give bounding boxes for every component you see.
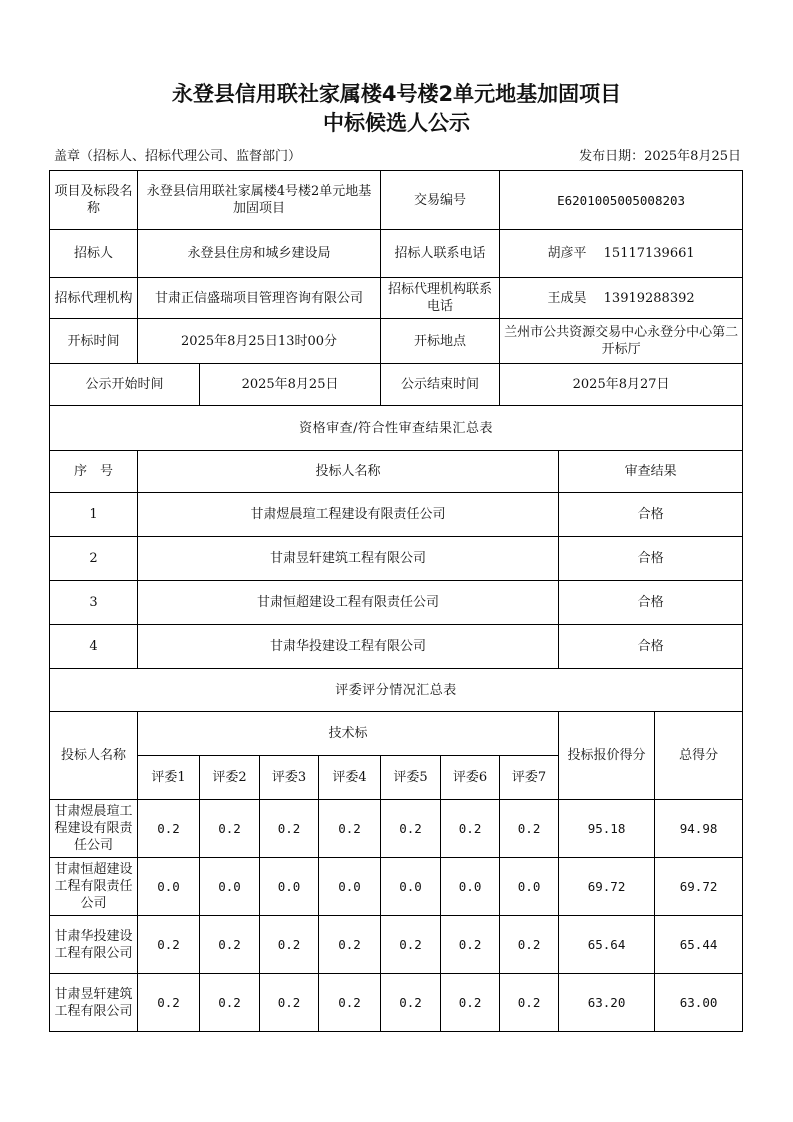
judge-header: 评委2 <box>200 756 260 800</box>
open-row <box>50 319 743 364</box>
bidder-cell: 甘肃昱轩建筑工程有限公司 <box>138 537 559 581</box>
tenderer-label: 招标人 <box>50 230 138 278</box>
judge-score-cell: 0.0 <box>260 858 319 916</box>
judge-score-cell: 0.2 <box>381 916 441 974</box>
judge-header: 评委5 <box>381 756 441 800</box>
agency-row <box>50 278 743 319</box>
agency-contact-label: 招标代理机构联系电话 <box>381 278 500 319</box>
agency-value: 甘肃正信盛瑞项目管理咨询有限公司 <box>138 278 381 319</box>
judge-score-cell: 0.2 <box>260 916 319 974</box>
judge-header: 评委7 <box>500 756 559 800</box>
judge-header: 评委3 <box>260 756 319 800</box>
seq-cell: 3 <box>50 581 138 625</box>
agency-contact-value: 王成昊 13919288392 <box>500 278 743 319</box>
judge-score-cell: 0.2 <box>260 974 319 1032</box>
notice-end-label: 公示结束时间 <box>381 364 500 406</box>
price-score-cell: 65.64 <box>559 916 655 974</box>
judge-score-cell: 0.2 <box>319 800 381 858</box>
judge-score-cell: 0.2 <box>441 916 500 974</box>
project-row <box>50 171 743 230</box>
document-title: 永登县信用联社家属楼4号楼2单元地基加固项目 <box>171 82 622 106</box>
scoring-title-row <box>50 669 743 712</box>
result-cell: 合格 <box>559 581 743 625</box>
table-row <box>50 858 743 916</box>
judge-score-cell: 0.0 <box>500 858 559 916</box>
price-score-cell: 69.72 <box>559 858 655 916</box>
scoring-section-title: 评委评分情况汇总表 <box>50 669 743 712</box>
tenderer-value: 永登县住房和城乡建设局 <box>138 230 381 278</box>
judge-score-cell: 0.2 <box>200 800 260 858</box>
open-place-value: 兰州市公共资源交易中心永登分中心第二开标厅 <box>500 319 743 364</box>
trade-no-value: E6201005005008203 <box>500 171 743 230</box>
table-row <box>50 625 743 669</box>
judge-score-cell: 0.2 <box>500 974 559 1032</box>
judge-score-cell: 0.2 <box>138 974 200 1032</box>
tenderer-contact-value: 胡彦平 15117139661 <box>500 230 743 278</box>
table-row <box>50 974 743 1032</box>
table-row <box>50 581 743 625</box>
bidder-name-cell: 甘肃昱轩建筑工程有限公司 <box>50 974 138 1032</box>
judge-score-cell: 0.2 <box>138 916 200 974</box>
judge-score-cell: 0.0 <box>441 858 500 916</box>
notice-start-value: 2025年8月25日 <box>200 364 381 406</box>
publish-date: 发布日期：2025年8月25日 <box>579 149 741 164</box>
result-cell: 合格 <box>559 625 743 669</box>
judge-score-cell: 0.2 <box>500 800 559 858</box>
project-value: 永登县信用联社家属楼4号楼2单元地基加固项目 <box>138 171 381 230</box>
project-label: 项目及标段名称 <box>50 171 138 230</box>
judge-score-cell: 0.2 <box>319 974 381 1032</box>
judge-score-cell: 0.0 <box>319 858 381 916</box>
stamp-note: 盖章（招标人、招标代理公司、监督部门） <box>54 149 302 164</box>
result-cell: 合格 <box>559 493 743 537</box>
scoring-header-row <box>50 712 743 756</box>
col-seq-header: 序 号 <box>50 451 138 493</box>
judge-score-cell: 0.2 <box>138 800 200 858</box>
judge-score-cell: 0.2 <box>200 916 260 974</box>
judge-header: 评委6 <box>441 756 500 800</box>
bidder-cell: 甘肃华投建设工程有限公司 <box>138 625 559 669</box>
notice-row <box>50 364 743 406</box>
col-result-header: 审查结果 <box>559 451 743 493</box>
judge-score-cell: 0.2 <box>319 916 381 974</box>
judge-score-cell: 0.2 <box>381 974 441 1032</box>
bidder-name-cell: 甘肃煜晨瑄工程建设有限责任公司 <box>50 800 138 858</box>
col-bidder-header: 投标人名称 <box>138 451 559 493</box>
notice-start-label: 公示开始时间 <box>50 364 200 406</box>
judge-score-cell: 0.2 <box>381 800 441 858</box>
open-time-label: 开标时间 <box>50 319 138 364</box>
open-place-label: 开标地点 <box>381 319 500 364</box>
trade-no-label: 交易编号 <box>381 171 500 230</box>
judge-score-cell: 0.2 <box>500 916 559 974</box>
tenderer-contact-label: 招标人联系电话 <box>381 230 500 278</box>
judge-header: 评委1 <box>138 756 200 800</box>
total-score-cell: 94.98 <box>655 800 743 858</box>
total-score-cell: 65.44 <box>655 916 743 974</box>
qualification-section-title: 资格审查/符合性审查结果汇总表 <box>50 406 743 451</box>
judge-score-cell: 0.2 <box>260 800 319 858</box>
notice-end-value: 2025年8月27日 <box>500 364 743 406</box>
scoring-col-bidder-header: 投标人名称 <box>50 712 138 800</box>
seq-cell: 4 <box>50 625 138 669</box>
table-row <box>50 537 743 581</box>
judge-score-cell: 0.0 <box>138 858 200 916</box>
judge-score-cell: 0.0 <box>200 858 260 916</box>
result-cell: 合格 <box>559 537 743 581</box>
bidder-cell: 甘肃煜晨瑄工程建设有限责任公司 <box>138 493 559 537</box>
agency-label: 招标代理机构 <box>50 278 138 319</box>
price-score-cell: 63.20 <box>559 974 655 1032</box>
total-score-header: 总得分 <box>655 712 743 800</box>
total-score-cell: 63.00 <box>655 974 743 1032</box>
judge-score-cell: 0.0 <box>381 858 441 916</box>
table-row <box>50 916 743 974</box>
judge-header: 评委4 <box>319 756 381 800</box>
total-score-cell: 69.72 <box>655 858 743 916</box>
qualification-header-row <box>50 451 743 493</box>
bidder-cell: 甘肃恒超建设工程有限责任公司 <box>138 581 559 625</box>
table-row <box>50 800 743 858</box>
price-score-header: 投标报价得分 <box>559 712 655 800</box>
table-row <box>50 493 743 537</box>
announcement-table <box>49 170 743 1032</box>
tech-bid-header: 技术标 <box>138 712 559 756</box>
bidder-name-cell: 甘肃华投建设工程有限公司 <box>50 916 138 974</box>
bidder-name-cell: 甘肃恒超建设工程有限责任公司 <box>50 858 138 916</box>
seq-cell: 1 <box>50 493 138 537</box>
tenderer-row <box>50 230 743 278</box>
open-time-value: 2025年8月25日13时00分 <box>138 319 381 364</box>
judge-score-cell: 0.2 <box>200 974 260 1032</box>
document-subtitle: 中标候选人公示 <box>323 111 470 135</box>
qualification-title-row <box>50 406 743 451</box>
seq-cell: 2 <box>50 537 138 581</box>
price-score-cell: 95.18 <box>559 800 655 858</box>
judge-score-cell: 0.2 <box>441 974 500 1032</box>
judge-score-cell: 0.2 <box>441 800 500 858</box>
